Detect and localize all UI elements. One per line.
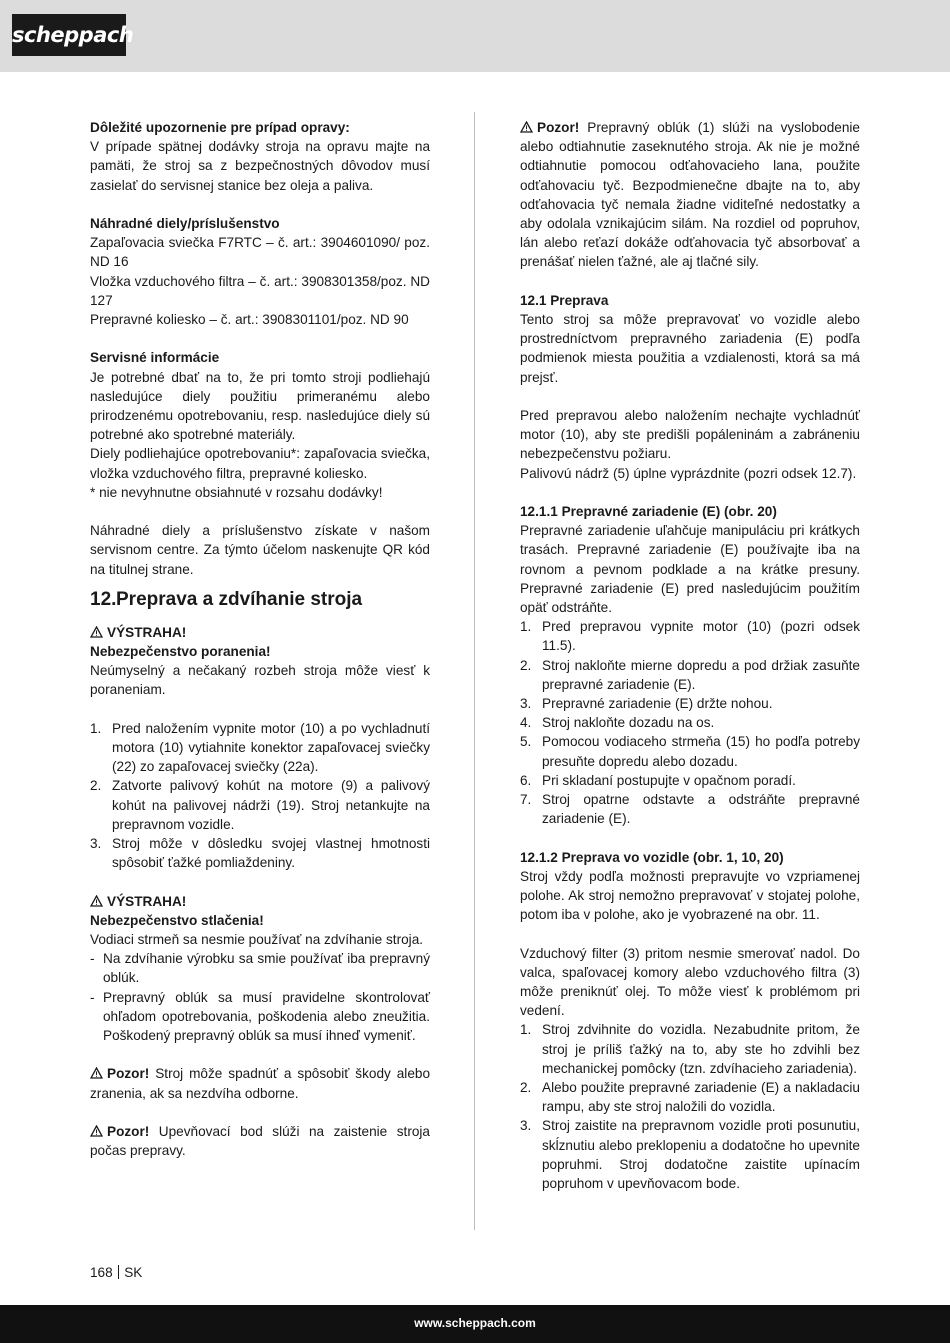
page-number bbox=[90, 1265, 142, 1280]
steps-list bbox=[90, 719, 430, 873]
list-item: 5. Pomocou vodiaceho strmeňa (15) ho podľa potreby presuňte dopredu alebo dozadu. bbox=[520, 734, 860, 769]
list-item: 3. Stroj môže v dôsledku svojej vlastnej hmotnosti spôsobiť ťažké pomliaždeniny. bbox=[90, 836, 430, 871]
subsection-text: Prepravné zariadenie uľahčuje manipuláciu pri krátkych trasách. Prepravné zariadenie (E) používajte iba na rovnom a pevnom podklade a na krátke presuny. Prepravné zariadenie (E) pred nasledujúcim použitím opäť odstráňte. bbox=[520, 523, 860, 616]
service-text: Diely podliehajúce opotrebovaniu*: zapaľovacia sviečka, vložka vzduchového filtra, prepravné koliesko. bbox=[90, 446, 430, 481]
subsection-text: Palivovú nádrž (5) úplne vyprázdnite (pozri odsek 12.7). bbox=[520, 465, 857, 481]
brand-logo: scheppach bbox=[12, 14, 126, 56]
list-item: 2. Zatvorte palivový kohút na motore (9) a palivový kohút na palivovej nádrži (19). Stroj netankujte na prepravnom vozidle. bbox=[90, 778, 430, 832]
parts-line: Vložka vzduchového filtra – č. art.: 3908301358/poz. ND 127 bbox=[90, 273, 430, 308]
list-item: 1. Pred naložením vypnite motor (10) a po vychladnutí motora (10) vytiahnite konektor zapaľovacej sviečky (22) zo zapaľovacej sviečky (22a). bbox=[90, 720, 430, 775]
language-code: SK bbox=[124, 1265, 143, 1280]
list-item: 2. Alebo použite prepravné zariadenie (E) a nakladaciu rampu, aby ste stroj naložili do vozidla. bbox=[520, 1080, 860, 1115]
dash-list bbox=[90, 949, 430, 1045]
warning-heading bbox=[90, 892, 430, 911]
warning-triangle-icon bbox=[520, 121, 533, 133]
warning-text: Neúmyselný a nečakaný rozbeh stroja môže viesť k poraneniam. bbox=[90, 663, 430, 698]
list-item: 1. Stroj zdvihnite do vozidla. Nezabudnite pritom, že stroj je príliš ťažký na to, aby ste ho zdvihli bez mechanickej pomôcky (tzn. zdvíhacieho zariadenia). bbox=[520, 1022, 860, 1076]
service-title: Servisné informácie bbox=[90, 350, 220, 366]
right-column bbox=[520, 118, 860, 1193]
list-item: - Na zdvíhanie výrobku sa smie používať iba prepravný oblúk. bbox=[90, 951, 430, 986]
parts-line: Prepravné koliesko – č. art.: 3908301101/poz. ND 90 bbox=[90, 312, 409, 328]
section-heading bbox=[90, 587, 430, 613]
column-divider bbox=[474, 112, 475, 1230]
warning-title: VÝSTRAHA! bbox=[107, 893, 187, 909]
subsection-text: Tento stroj sa môže prepravovať vo vozidle alebo prostredníctvom prepravného zariadenia (E) podľa podmienok miesta použitia a vzdialenosti, ktorá sa má prejsť. bbox=[520, 312, 860, 385]
caution-text: Pozor! Stroj môže spadnúť a spôsobiť škody alebo zranenia, ak sa nezdvíha odborne. bbox=[90, 1066, 430, 1101]
warning-subtitle: Nebezpečenstvo poranenia! bbox=[90, 644, 271, 660]
list-item: 7. Stroj opatrne odstavte a odstráňte prepravné zariadenie (E). bbox=[520, 792, 860, 827]
warning-triangle-icon bbox=[90, 895, 103, 907]
service-note: * nie nevyhnutne obsiahnuté v rozsahu dodávky! bbox=[90, 484, 383, 500]
left-column bbox=[90, 118, 430, 1160]
repair-title: Dôležité upozornenie pre prípad opravy: bbox=[90, 120, 350, 135]
list-item: 1. Pred prepravou vypnite motor (10) (pozri odsek 11.5). bbox=[520, 619, 860, 654]
page-footer bbox=[0, 1305, 950, 1343]
steps-list bbox=[520, 617, 860, 828]
caution-text: Pozor! Upevňovací bod slúži na zaistenie stroja počas prepravy. bbox=[90, 1124, 430, 1159]
parts-title: Náhradné diely/príslušenstvo bbox=[90, 216, 280, 231]
section-number: 12. bbox=[90, 588, 117, 610]
caution-text: Pozor! Prepravný oblúk (1) slúži na vyslobodenie alebo odtiahnutie zaseknutého stroja. Ak nie je možné odtiahnutie pomocou odťahovacieho lana, použite odťahovaciu tyč. Bezpodmienečne dbajte na to, aby odťahovacia tyč nemala žiadne viditeľné nedostatky a aby odolala vznikajúcim silám. Na rozdiel od popruhov, lán alebo reťazí dokáže odťahovacia tyč absorbovať a prenášať nielen ťažné, ale aj tlačné sily. bbox=[520, 120, 860, 270]
warning-triangle-icon bbox=[90, 1067, 103, 1079]
warning-triangle-icon bbox=[90, 1125, 103, 1137]
list-item: 4. Stroj nakloňte dozadu na os. bbox=[520, 715, 715, 731]
service-text: Je potrebné dbať na to, že pri tomto stroji podliehajú nasledujúce diely použitiu primeranému alebo prirodzenému opotrebovaniu, resp. nasledujúce diely sú potrebné ako spotrebné materiály. bbox=[90, 369, 430, 443]
subsection-title: 12.1.1 Prepravné zariadenie (E) (obr. 20) bbox=[520, 504, 777, 520]
warning-text: Vodiaci strmeň sa nesmie používať na zdvíhanie stroja. bbox=[90, 932, 424, 948]
subsection-title: 12.1 Preprava bbox=[520, 292, 609, 308]
warning-triangle-icon bbox=[90, 626, 103, 638]
subsection-text: Vzduchový filter (3) pritom nesmie smerovať nadol. Do valca, spaľovacej komory alebo vzduchového filtra (3) môže preniknúť olej. To môže viesť k problémom pri vedení. bbox=[520, 945, 860, 1019]
list-item: 3. Prepravné zariadenie (E) držte nohou. bbox=[520, 696, 773, 712]
subsection-text: Pred prepravou alebo naložením nechajte vychladnúť motor (10), aby ste predišli popáleninám a zabráneniu nebezpečenstvu požiaru. bbox=[520, 408, 860, 462]
parts-line: Zapaľovacia sviečka F7RTC – č. art.: 3904601090/ poz. ND 16 bbox=[90, 235, 430, 270]
subsection-title: 12.1.2 Preprava vo vozidle (obr. 1, 10, 20) bbox=[520, 849, 784, 865]
warning-title: VÝSTRAHA! bbox=[107, 624, 187, 640]
list-item: - Prepravný oblúk sa musí pravidelne skontrolovať ohľadom opotrebovania, poškodenia alebo zneužitia. Poškodený prepravný oblúk sa musí ihneď vymeniť. bbox=[90, 989, 430, 1044]
list-item: 2. Stroj nakloňte mierne dopredu a pod držiak zasuňte prepravné zariadenie (E). bbox=[520, 657, 860, 692]
warning-subtitle: Nebezpečenstvo stlačenia! bbox=[90, 912, 264, 928]
page-header bbox=[0, 0, 950, 72]
page-number-value: 168 bbox=[90, 1265, 113, 1280]
section-title: Preprava a zdvíhanie stroja bbox=[116, 588, 363, 610]
list-item: 3. Stroj zaistite na prepravnom vozidle proti posunutiu, skĺznutiu alebo preklopeniu a dodatočne ho upevnite popruhmi. Stroj dodatočne zaistite upínacím popruhom v upevňovacom bode. bbox=[520, 1118, 860, 1192]
list-item: 6. Pri skladaní postupujte v opačnom poradí. bbox=[520, 772, 796, 788]
repair-text: V prípade spätnej dodávky stroja na opravu majte na pamäti, že stroj sa z bezpečnostných dôvodov musí zasielať do servisnej stanice bez oleja a paliva. bbox=[90, 139, 430, 193]
website-link[interactable]: www.scheppach.com bbox=[414, 1316, 536, 1330]
steps-list bbox=[520, 1020, 860, 1193]
service-text: Náhradné diely a príslušenstvo získate v našom servisnom centre. Za týmto účelom naskenujte QR kód na titulnej strane. bbox=[90, 523, 430, 577]
subsection-text: Stroj vždy podľa možnosti prepravujte vo vzpriamenej polohe. Ak stroj nemožno prepravovať v stojatej polohe, potom iba v polohe, ako je vyobrazené na obr. 11. bbox=[520, 868, 860, 923]
warning-heading bbox=[90, 623, 430, 642]
